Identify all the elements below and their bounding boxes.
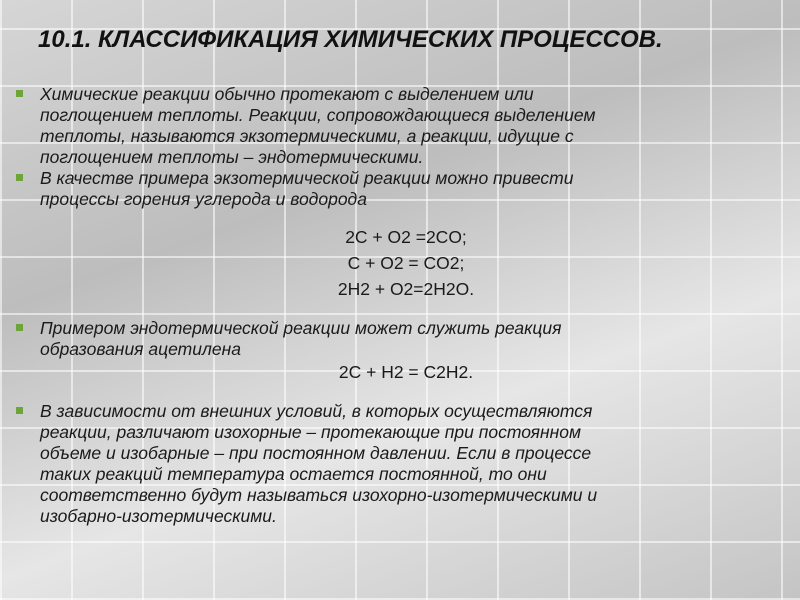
text-line: Химические реакции обычно протекают с выделением или — [40, 84, 534, 104]
equation-block — [12, 224, 772, 302]
bullet-item-conditions — [12, 401, 772, 527]
text-line: В зависимости от внешних условий, в которых осуществляются — [40, 401, 593, 421]
text-line: поглощением теплоты. Реакции, сопровождающиеся выделением — [40, 105, 596, 125]
text-line: реакции, различают изохорные – протекающие при постоянном — [40, 422, 581, 442]
text-line: образования ацетилена — [40, 339, 241, 359]
text-line: процессы горения углерода и водорода — [40, 189, 367, 209]
text-line: соответственно будут называться изохорно-изотермическими и — [40, 485, 598, 505]
text-line: изобарно-изотермическими. — [40, 506, 277, 526]
bullet-item-endothermic — [12, 318, 772, 360]
bullet-item-heat — [12, 84, 772, 168]
slide-title: 10.1. КЛАССИФИКАЦИЯ ХИМИЧЕСКИХ ПРОЦЕССОВ. — [38, 26, 663, 53]
slide-content — [12, 84, 772, 527]
equation: C + O2 = CO2; — [347, 253, 465, 273]
square-bullet-icon — [16, 324, 23, 331]
text-line: поглощением теплоты – эндотермическими. — [40, 147, 424, 167]
equation: 2H2 + O2=2H2O. — [337, 279, 475, 299]
bullet-item-exothermic — [12, 168, 772, 210]
equation: 2C + O2 =2CO; — [345, 227, 467, 247]
equation: 2C + H2 = C2H2. — [338, 362, 474, 382]
text-line: В качестве примера экзотермической реакции можно привести — [40, 168, 574, 188]
text-line: таких реакций температура остается постоянной, то они — [40, 464, 547, 484]
square-bullet-icon — [16, 407, 23, 414]
square-bullet-icon — [16, 174, 23, 181]
text-line: теплоты, называются экзотермическими, а реакции, идущие с — [40, 126, 574, 146]
text-line: объеме и изобарные – при постоянном давлении. Если в процессе — [40, 443, 592, 463]
text-line: Примером эндотермической реакции может служить реакция — [40, 318, 562, 338]
square-bullet-icon — [16, 90, 23, 97]
